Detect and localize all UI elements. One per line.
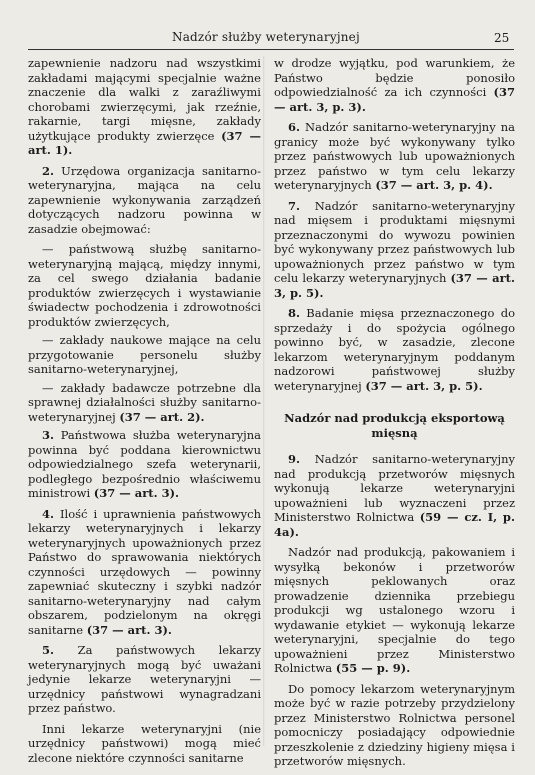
paragraph [274,452,515,539]
paragraph-number: 6. [288,120,301,134]
section-heading: Nadzór nad produkcją eksportową mięsną [284,411,505,440]
paragraph-number: 7. [288,198,301,213]
paragraph-text: Badanie mięsa przeznaczonego do sprzedaży i do spożycia ogólnego powinno być, w zasadzie, zlecone lekarzom weterynaryjnym poddanym nadzorowi państwowej służby weterynaryjnej [274,306,515,393]
paragraph-number: 2. [42,163,55,178]
paragraph [274,56,515,114]
paragraph-text: w drodze wyjątku, pod warunkiem, że Państwo będzie ponosiło odpowiedzialność za ich czynności [274,56,515,99]
paragraph-number: 4. [42,506,55,521]
dash-item: — państwową służbę sanitarno-weterynaryjną mającą, między innymi, za cel swego działania badanie produktów zwierzęcych i wystawianie świadectw pochodzenia i zdrowotności produktów zwierzęcych, [28,242,261,329]
legal-reference: (59 — cz. I, p. 4a). [274,510,515,539]
legal-reference: (37 — art. 3, p. 3). [274,85,515,114]
page-crease [263,56,265,746]
left-column [28,56,261,771]
running-title: Nadzór służby weterynaryjnej [172,30,360,44]
paragraph-text: Ilość i uprawnienia państwowych lekarzy weterynaryjnych i lekarzy weterynaryjnych upoważnionych przez Państwo do sprawowania niektórych czynności urzędowych — powinny zapewniać skuteczny i szybki nadzór sanitarno-weterynaryjny nad całym obszarem, podzielonym na okręgi sanitarne [28,506,261,637]
paragraph [28,164,261,237]
page-header [0,0,535,52]
paragraph [274,545,515,676]
legal-reference: (37 — art. 1). [28,128,261,157]
paragraph [28,643,261,716]
paragraph-text: Nadzór nad produkcją, pakowaniem i wysyłką bekonów i przetworów mięsnych peklowanych oraz prowadzenie dziennika przebiegu produkcji wg ustalonego wzoru i wydawanie etykiet — wykonują lekarze weterynaryjni, specjalnie do tego upoważnieni przez Ministerstwo Rolnictwa [274,545,515,675]
paragraph-number: 3. [42,428,55,442]
paragraph [274,306,515,393]
paragraph-number: 5. [42,643,55,657]
paragraph-text: Za państwowych lekarzy weterynaryjnych mogą być uważani jedynie lekarze weterynaryjni — urzędnicy państwowi wynagradzani przez państwo. [28,643,261,715]
paragraph-text: Nadzór sanitarno-weterynaryjny nad mięsem i produktami mięsnymi przeznaczonymi do wywozu powinien być wykonywany przez państwowych lub upoważnionych przez państwo w tym celu lekarzy weterynaryjnych [274,198,515,285]
legal-reference: (55 — p. 9). [335,661,411,675]
paragraph [28,507,261,638]
paragraph-number: 8. [288,306,301,320]
paragraph [28,428,261,501]
legal-reference: (37 — art. 3). [86,622,172,637]
paragraph [28,56,261,158]
paragraph-text: Nadzór sanitarno-weterynaryjny na granicy może być wykonywany tylko przez państwowych lub upoważnionych przez państwo w tym celu lekarzy weterynaryjnych [274,120,515,192]
legal-reference: (37 — art. 3). [93,486,180,500]
paragraph-text: Państwowa służba weterynaryjna powinna być poddana kierownictwu odpowiedzialnego szefa weterynarii, podległego bezpośrednio właściwemu ministrowi [28,428,261,500]
legal-reference: (37 — art. 3, p. 5). [365,378,483,393]
paragraph-number: 9. [288,452,301,466]
paragraph: Do pomocy lekarzom weterynaryjnym może być w razie potrzeby przydzielony przez Ministerstwo Rolnictwa personel pomocniczy posiadający odpowiednie przeszkolenie z dziedziny higieny mięsa i przetworów mięsnych. [274,681,515,768]
paragraph-text: — zakłady badawcze potrzebne dla sprawnej działalności służby sanitarno-weterynaryjnej [28,380,261,424]
right-column [274,56,515,775]
paragraph: Inni lekarze weterynaryjni (nie urzędnicy państwowi) mogą mieć zlecone niektóre czynności sanitarne [28,721,261,765]
paragraph [274,199,515,301]
paragraph-text: Nadzór sanitarno-weterynaryjny nad produkcją przetworów mięsnych wykonują lekarze weterynaryjni upoważnieni lub wyznaczeni przez Ministerstwo Rolnictwa [274,452,515,524]
header-rule [28,49,514,50]
dash-item: — zakłady naukowe mające na celu przygotowanie personelu służby sanitarno-weterynaryjnej, [28,333,261,376]
legal-reference: (37 — art. 3, p. 4). [375,178,493,192]
paragraph [274,120,515,193]
legal-reference: (37 — art. 3, p. 5). [274,271,515,300]
paragraph-text: zapewnienie nadzoru nad wszystkimi zakładami mającymi specjalnie ważne znaczenie dla walki z zaraźliwymi chorobami zwierzęcymi, jak rzeźnie, rakarnie, targi mięsne, zakłady użytkujące produkty zwierzęce [28,56,261,143]
legal-reference: (37 — art. 2). [119,409,205,424]
page-number: 25 [494,31,510,45]
dash-item [28,381,261,425]
paragraph-text: Urzędowa organizacja sanitarno-weterynaryjna, mająca na celu zapewnienie wykonywania zarządzeń dotyczących nadzoru powinna w zasadzie obejmować: [28,163,261,236]
